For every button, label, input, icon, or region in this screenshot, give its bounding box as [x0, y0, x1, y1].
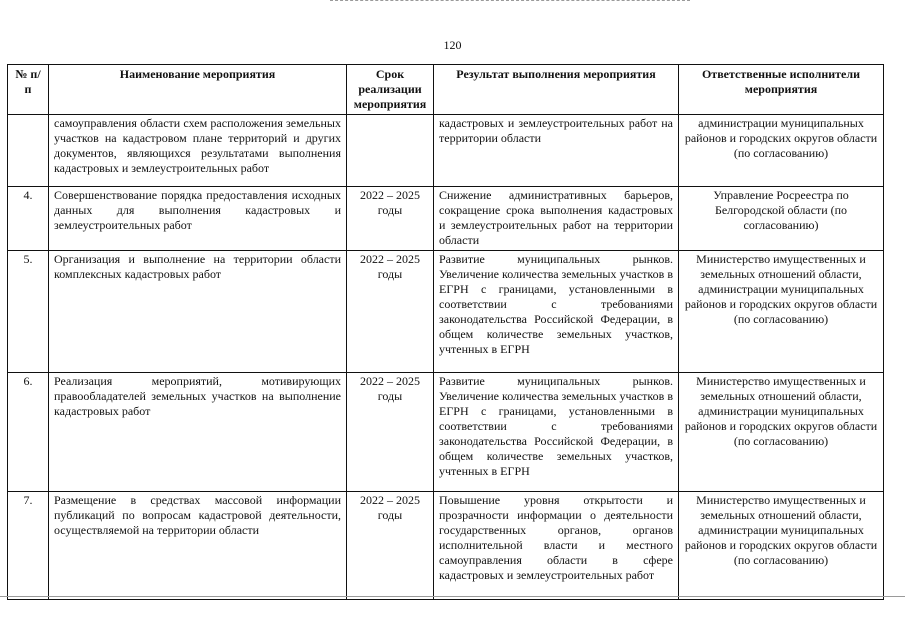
- row-name: Размещение в средствах массовой информации публикаций по вопросам кадастровой деятельности, осуществляемой на территории области: [49, 492, 347, 600]
- row-result: Снижение административных барьеров, сокращение срока выполнения кадастровых и землеустроительных работ на территории области: [434, 187, 679, 251]
- row-term: 2022 – 2025 годы: [347, 492, 434, 600]
- table-row: [8, 187, 884, 251]
- row-result: Повышение уровня открытости и прозрачности информации о деятельности государственных органов, органов исполнительной власти и местного самоуправления области в сфере кадастровых и землеустроительных работ: [434, 492, 679, 600]
- row-term: [347, 115, 434, 187]
- row-result: Развитие муниципальных рынков. Увеличение количества земельных участков в ЕГРН с границами, установленными в соответствии с требованиями законодательства Российской Федерации, в общем количестве земельных участков, учтенных в ЕГРН: [434, 373, 679, 492]
- table-row: [8, 492, 884, 600]
- row-num: 4.: [8, 187, 49, 251]
- row-responsible: Министерство имущественных и земельных отношений области, администрации муниципальных районов и городских округов области (по согласованию): [679, 492, 884, 600]
- row-result: кадастровых и землеустроительных работ на территории области: [434, 115, 679, 187]
- scan-top-edge: [330, 0, 690, 2]
- row-name: Совершенствование порядка предоставления исходных данных для выполнения кадастровых и землеустроительных работ: [49, 187, 347, 251]
- page-number: 120: [443, 38, 462, 52]
- row-term: 2022 – 2025 годы: [347, 251, 434, 373]
- row-responsible: Управление Росреестра по Белгородской области (по согласованию): [679, 187, 884, 251]
- row-result: Развитие муниципальных рынков. Увеличение количества земельных участков в ЕГРН с границами, установленными в соответствии с требованиями законодательства Российской Федерации, в общем количестве земельных участков, учтенных в ЕГРН: [434, 251, 679, 373]
- row-num: [8, 115, 49, 187]
- header-result: Результат выполнения мероприятия: [434, 65, 679, 115]
- row-responsible: Министерство имущественных и земельных отношений области, администрации муниципальных районов и городских округов области (по согласованию): [679, 251, 884, 373]
- row-name: Организация и выполнение на территории области комплексных кадастровых работ: [49, 251, 347, 373]
- measures-table: [7, 64, 884, 600]
- row-responsible: администрации муниципальных районов и городских округов области (по согласованию): [679, 115, 884, 187]
- row-num: 7.: [8, 492, 49, 600]
- table-header-row: [8, 65, 884, 115]
- header-responsible: Ответственные исполнители мероприятия: [679, 65, 884, 115]
- row-num: 6.: [8, 373, 49, 492]
- header-num: № п/п: [8, 65, 49, 115]
- header-term: Срок реализации мероприятия: [347, 65, 434, 115]
- table-row: [8, 251, 884, 373]
- table-row: [8, 115, 884, 187]
- table-row: [8, 373, 884, 492]
- row-name: самоуправления области схем расположения земельных участков на кадастровом плане территорий и других документов, являющихся результатами выполнения кадастровых и землеустроительных работ: [49, 115, 347, 187]
- row-num: 5.: [8, 251, 49, 373]
- row-term: 2022 – 2025 годы: [347, 373, 434, 492]
- row-name: Реализация мероприятий, мотивирующих правообладателей земельных участков на выполнение кадастровых работ: [49, 373, 347, 492]
- row-responsible: Министерство имущественных и земельных отношений области, администрации муниципальных районов и городских округов области (по согласованию): [679, 373, 884, 492]
- row-term: 2022 – 2025 годы: [347, 187, 434, 251]
- scan-bottom-edge: [0, 596, 905, 597]
- header-name: Наименование мероприятия: [49, 65, 347, 115]
